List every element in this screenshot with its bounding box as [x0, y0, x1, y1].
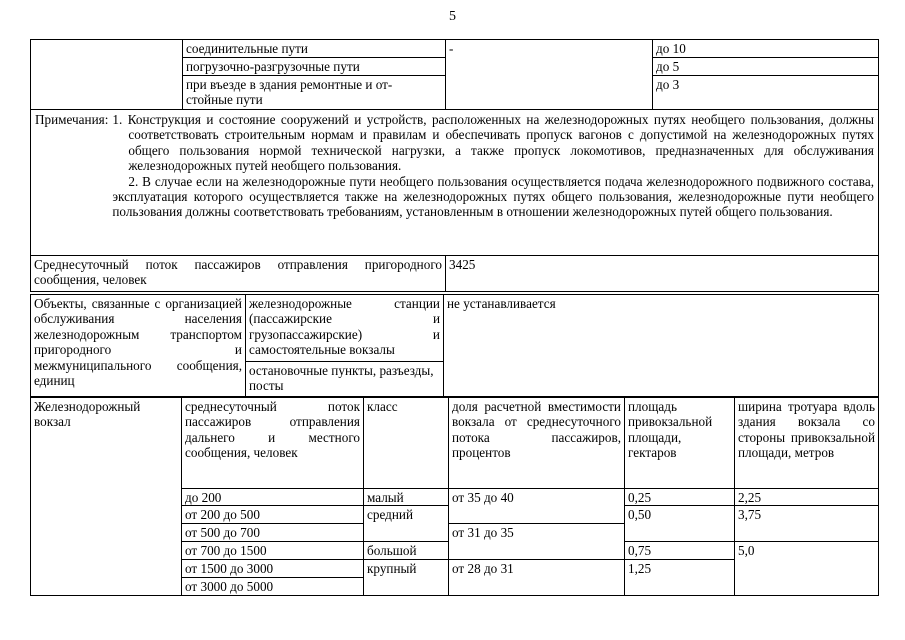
- norms-table-top: [30, 39, 879, 292]
- objects-table: [30, 294, 879, 397]
- row-value: до 5: [653, 58, 879, 76]
- objects-sub-stations: железнодорожные станции (пассажирские и грузопассажирские) и самостоятельные вокзалы: [246, 295, 444, 362]
- notes-heading: Примечания:: [35, 112, 109, 127]
- flow-cell: от 200 до 500: [182, 506, 364, 524]
- row-label: при въезде в здания ремонтные и от- стойные пути: [183, 76, 446, 110]
- width-cell: 5,0: [735, 542, 879, 596]
- objects-value: не устанавливается: [444, 295, 879, 397]
- flow-cell: от 500 до 700: [182, 524, 364, 542]
- class-cell: большой: [364, 542, 449, 560]
- area-cell: 0,75: [625, 542, 735, 560]
- notes-cell: [31, 110, 879, 256]
- header-class: класс: [364, 398, 449, 489]
- class-cell: малый: [364, 489, 449, 506]
- class-cell: крупный: [364, 560, 449, 596]
- page-number: 5: [449, 9, 456, 24]
- header-width: ширина тротуара вдоль здания вокзала со стороны привокзальной площади, метров: [735, 398, 879, 489]
- flow-cell: от 700 до 1500: [182, 542, 364, 560]
- flow-cell: до 200: [182, 489, 364, 506]
- header-area: площадь привокзальной площади, гектаров: [625, 398, 735, 489]
- row-label: соединительные пути: [183, 40, 446, 58]
- objects-sub-stops: остановочные пункты, разъезды, посты: [246, 362, 444, 397]
- objects-label: Объекты, связанные с организацией обслуживания населения железнодорожным транспортом пригородного и межмуниципального сообщения, единиц: [31, 295, 246, 397]
- passenger-flow-label: Среднесуточный поток пассажиров отправления пригородного сообщения, человек: [31, 256, 446, 292]
- note-1: 1. Конструкция и состояние сооружений и устройств, расположенных на железнодорожных путях необщего пользования, должны соответствовать строительным нормам и правилам и обеспечивать пропуск вагонов с допустимой на железнодорожных путях общего пользования нормой технической нагрузки, а также пропуск локомотивов, предназначенных для обслуживания железнодорожных путей необщего пользования.: [112, 112, 874, 174]
- area-cell: 0,50: [625, 506, 735, 542]
- share-cell: от 35 до 40: [449, 489, 625, 524]
- flow-cell: от 3000 до 5000: [182, 578, 364, 596]
- note-2: 2. В случае если на железнодорожные пути необщего пользования осуществляется подача железнодорожного подвижного состава, эксплуатация которого осуществляется также на железнодорожных путях общего пользования, железнодорожные пути необщего пользования должны соответствовать требованиям, установленным в отношении железнодорожных путей общего пользования.: [112, 173, 874, 220]
- row-mid: -: [446, 40, 653, 110]
- share-cell: от 31 до 35: [449, 524, 625, 560]
- passenger-flow-value: 3425: [446, 256, 879, 292]
- flow-cell: от 1500 до 3000: [182, 560, 364, 578]
- station-label: Железнодорожный вокзал: [31, 398, 182, 596]
- row-value: до 10: [653, 40, 879, 58]
- header-flow: среднесуточный поток пассажиров отправления дальнего и местного сообщения, человек: [182, 398, 364, 489]
- row-value: до 3: [653, 76, 879, 110]
- width-cell: 2,25: [735, 489, 879, 506]
- share-cell: от 28 до 31: [449, 560, 625, 596]
- header-share: доля расчетной вместимости вокзала от среднесуточного потока пассажиров, процентов: [449, 398, 625, 489]
- width-cell: 3,75: [735, 506, 879, 542]
- class-cell: средний: [364, 506, 449, 542]
- area-cell: 1,25: [625, 560, 735, 596]
- empty-cell: [31, 40, 183, 110]
- area-cell: 0,25: [625, 489, 735, 506]
- station-table: [30, 397, 879, 596]
- row-label: погрузочно-разгрузочные пути: [183, 58, 446, 76]
